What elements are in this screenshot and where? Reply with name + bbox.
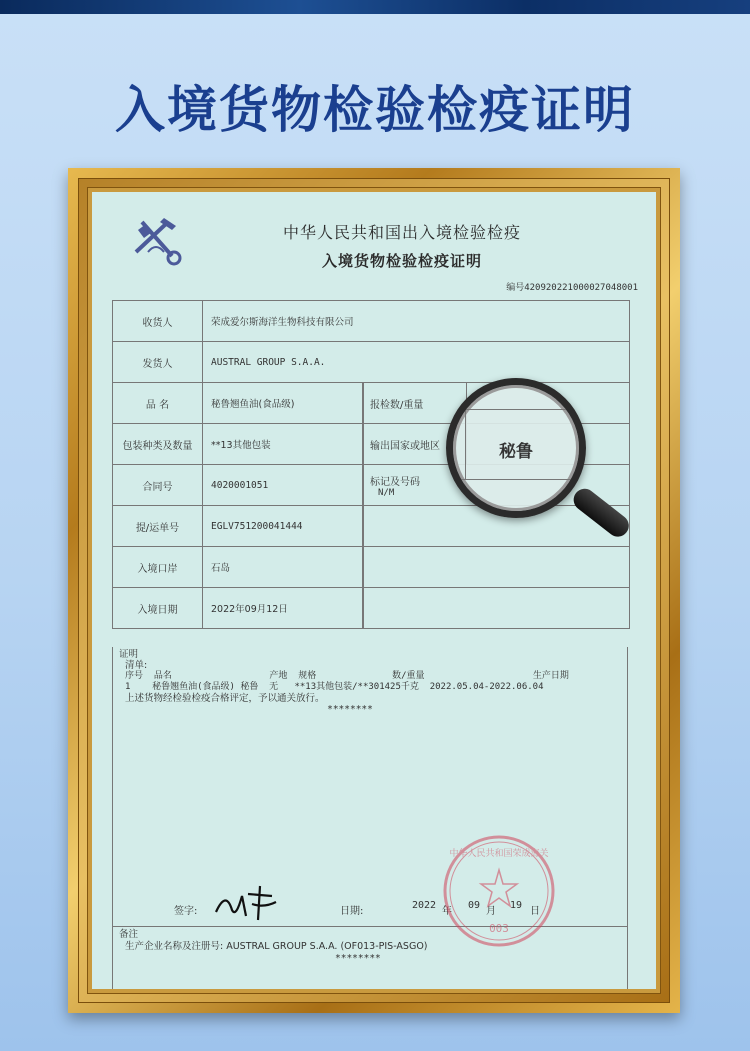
- port-label: 入境口岸: [113, 547, 203, 587]
- gold-frame: [68, 168, 680, 1013]
- consignee-value: 荣成爱尔斯海洋生物科技有限公司: [211, 317, 354, 328]
- contract-label: 合同号: [113, 465, 203, 505]
- bill-label: 提/运单号: [113, 506, 203, 546]
- serial-label: 编号: [506, 283, 525, 293]
- seal-number: 003: [489, 922, 509, 935]
- consignor-label: 发货人: [113, 342, 203, 382]
- frame-inner: [78, 178, 670, 1003]
- notes-stars: ********: [335, 953, 381, 964]
- consignee-label: 收货人: [113, 301, 203, 341]
- packing-label: 包装种类及数量: [113, 424, 203, 464]
- goods-label: 品 名: [113, 383, 203, 423]
- serial-value: 420920221000027048001: [524, 283, 638, 293]
- notes-label: 备注: [119, 929, 139, 940]
- certificate: [92, 192, 656, 989]
- marks-label: 标记及号码: [370, 476, 420, 488]
- notes-line: 生产企业名称及注册号: AUSTRAL GROUP S.A.A. (OF013-PIS-ASGO): [125, 941, 428, 952]
- signature-label: 签字:: [174, 906, 198, 917]
- magnifier-handle: [569, 484, 633, 541]
- magnifier-lens: [446, 378, 586, 518]
- magnified-origin-value: 秘鲁: [499, 442, 533, 462]
- seal-text: 中华人民共和国荣成海关: [449, 849, 549, 859]
- sign-day-unit: 日: [530, 906, 540, 917]
- list-label: 清单:: [125, 660, 148, 671]
- signature-icon: [212, 882, 282, 922]
- entry-date-value: 2022年09月12日: [203, 588, 363, 628]
- row-date: [113, 588, 629, 628]
- certificate-title: 入境货物检验检疫证明: [321, 252, 482, 270]
- serial-number: [506, 280, 638, 293]
- body-heading: 证明: [119, 649, 139, 660]
- date-label: 日期:: [340, 906, 364, 917]
- page-title: 入境货物检验检疫证明: [115, 81, 635, 139]
- consignor-value: AUSTRAL GROUP S.A.A.: [211, 356, 326, 368]
- sign-month: 09: [468, 900, 481, 911]
- list-headers: 序号 品名 产地 规格 数/重量 生产日期: [125, 671, 569, 681]
- row-consignee: [113, 301, 629, 342]
- sign-day: 19: [510, 900, 523, 911]
- sign-year-unit: 年: [442, 906, 452, 917]
- certificate-authority: 中华人民共和国出入境检验检疫: [282, 223, 521, 242]
- origin-country-label: 输出国家或地区: [363, 424, 466, 464]
- marks-value: N/M: [378, 487, 395, 498]
- row-port: [113, 547, 629, 588]
- body-stars: ********: [327, 704, 373, 715]
- packing-value: **13其他包装: [203, 424, 363, 464]
- goods-value: 秘鲁翘鱼油(食品级): [203, 383, 363, 423]
- quantity-weight-label: 报检数/重量: [363, 383, 466, 423]
- sign-month-unit: 月: [486, 906, 496, 917]
- sign-year: 2022: [412, 900, 437, 911]
- magnifier: [436, 370, 646, 540]
- port-value: 石岛: [203, 547, 363, 587]
- frame-mat: [87, 187, 661, 994]
- list-item: 1 秘鲁翘鱼油(食品级) 秘鲁 无 **13其他包装/**301425千克 2022.05.04-2022.06.04: [125, 682, 544, 692]
- bill-value: EGLV751200041444: [203, 506, 363, 546]
- conclusion: 上述货物经检验检疫合格评定，予以通关放行。: [125, 693, 325, 704]
- entry-date-label: 入境日期: [113, 588, 203, 628]
- contract-value: 4020001051: [203, 465, 363, 505]
- top-banner: [0, 0, 750, 14]
- official-seal-icon: [440, 832, 558, 950]
- customs-emblem-icon: [128, 212, 184, 268]
